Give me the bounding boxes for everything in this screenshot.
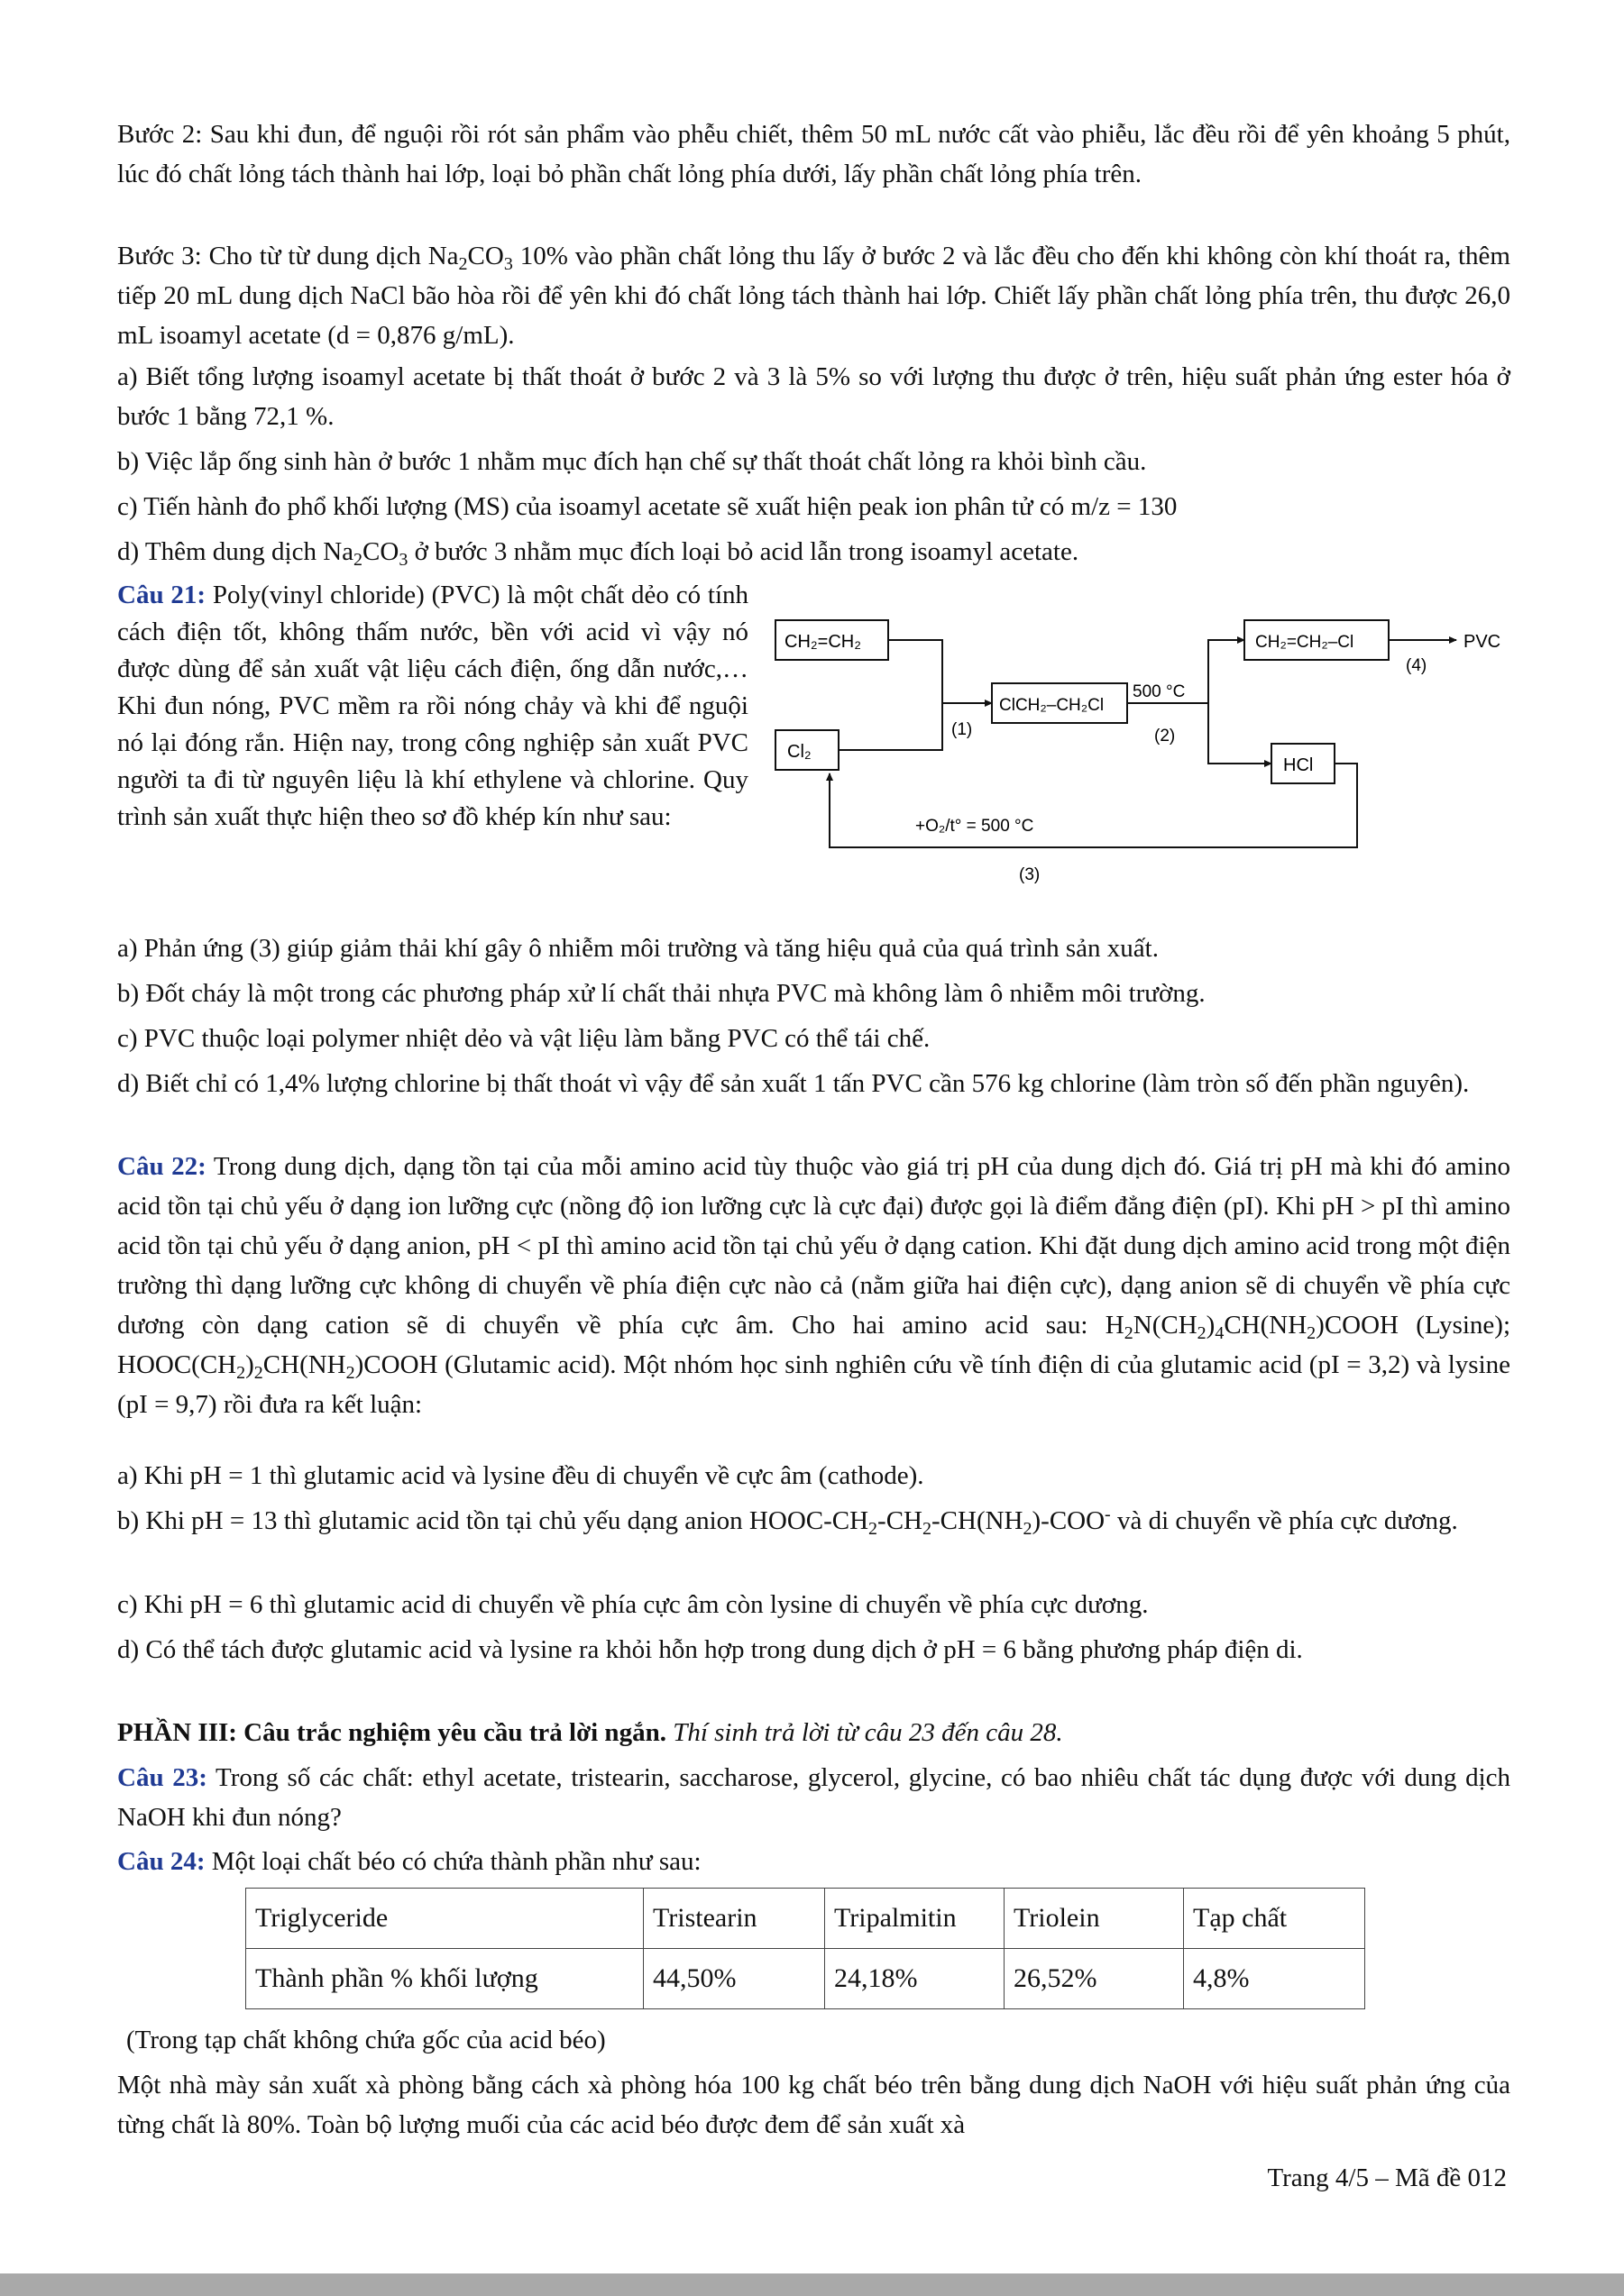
table-cell: Tripalmitin <box>825 1889 1005 1949</box>
q21-option-d: d) Biết chỉ có 1,4% lượng chlorine bị thất thoát vì vậy để sản xuất 1 tấn PVC cần 576 kg chlorine (làm tròn số đến phần nguyên). <box>117 1069 1470 1098</box>
q22-option-b: b) Khi pH = 13 thì glutamic acid tồn tại chủ yếu dạng anion HOOC-$CH_2-CH_2-CH(NH_2)-COO^-$ và di chuyển về phía cực dương. <box>117 1505 1458 1539</box>
chlorine-join-line <box>839 703 942 750</box>
fat-composition-table <box>245 1888 1365 2009</box>
table-cell: Tristearin <box>644 1889 825 1949</box>
chlorine-label: Cl₂ <box>787 742 812 762</box>
step3-paragraph: Bước 3: Cho từ từ dung dịch $Na_2CO_3$ 10% vào phần chất lỏng thu lấy ở bước 2 và lắc đều cho đến khi không còn khí thoát ra, thêm tiếp 20 mL dung dịch NaCl bão hòa rồi để yên khi đó chất lỏng tách thành hai lớp. Chiết lấy phần chất lỏng phía trên, thu được 26,0 mL isoamyl acetate (d = 0,876 g/mL). <box>117 242 1510 350</box>
step3-condition: +O₂/t° = 500 °C <box>915 817 1034 836</box>
recycle-arrow <box>830 764 1357 847</box>
q22-option-d: d) Có thể tách được glutamic acid và lysine ra khỏi hỗn hợp trong dung dịch ở pH = 6 bằng phương pháp điện di. <box>117 1635 1303 1664</box>
q22-option-c: c) Khi pH = 6 thì glutamic acid di chuyển về phía cực âm còn lysine di chuyển về phía cực dương. <box>117 1590 1149 1619</box>
q20-option-d: d) Thêm dung dịch $Na_2CO_3$ ở bước 3 nhằm mục đích loại bỏ acid lẫn trong isoamyl acetate. <box>117 537 1079 570</box>
table-row <box>246 1949 1365 2009</box>
q21-option-c: c) PVC thuộc loại polymer nhiệt dẻo và vật liệu làm bằng PVC có thể tái chế. <box>117 1024 931 1053</box>
q22-intro: Câu 22: Trong dung dịch, dạng tồn tại của mỗi amino acid tùy thuộc vào giá trị pH của dung dịch đó. Giá trị pH mà khi đó amino acid tồn tại chủ yếu ở dạng ion lưỡng cực (nồng độ ion lưỡng cực là cực đại) được gọi là điểm đẳng điện (pI). Khi pH > pI thì amino acid tồn tại chủ yếu ở dạng anion, pH < pI thì amino acid tồn tại chủ yếu ở dạng cation. Khi đặt dung dịch amino acid trong một điện trường thì dạng lưỡng cực không di chuyển về phía điện cực nào cả (nằm giữa hai điện cực), dạng anion sẽ di chuyển về phía cực dương còn dạng cation sẽ di chuyển về phía cực âm. Cho hai amino acid sau: $H_2N(CH_2)_4CH(NH_2)COOH$ (Lysine); $HOOC(CH_2)_2CH(NH_2)COOH$ (Glutamic acid). Một nhóm học sinh nghiên cứu về tính điện di của glutamic acid (pI = 3,2) và lysine (pI = 9,7) rồi đưa ra kết luận: <box>117 1152 1510 1419</box>
table-cell: Triglyceride <box>246 1889 644 1949</box>
temp-500-label: 500 °C <box>1133 682 1186 701</box>
q21-option-a: a) Phản ứng (3) giúp giảm thải khí gây ô nhiễm môi trường và tăng hiệu quả của quá trình sản xuất. <box>117 934 1159 963</box>
table-cell: Tạp chất <box>1184 1889 1365 1949</box>
part3-heading: PHẦN III: Câu trắc nghiệm yêu cầu trả lời ngắn. Thí sinh trả lời từ câu 23 đến câu 28. <box>117 1718 1063 1747</box>
q21-label: Câu 21: <box>117 581 206 609</box>
q21-intro: Câu 21: Poly(vinyl chloride) (PVC) là một chất dẻo có tính cách điện tốt, không thấm nước, bền với acid vì vậy nó được dùng để sản xuất vật liệu cách điện, ống dẫn nước,…Khi đun nóng, PVC mềm ra rồi nóng chảy và khi để nguội nó lại đóng rắn. Hiện nay, trong công nghiệp sản xuất PVC người ta đi từ nguyên liệu là khí ethylene và chlorine. Quy trình sản xuất thực hiện theo sơ đồ khép kín như sau: <box>117 581 749 831</box>
q24-paragraph: Một nhà mày sản xuất xà phòng bằng cách xà phòng hóa 100 kg chất béo trên bằng dung dịch NaOH với hiệu suất phản ứng của từng chất là 80%. Toàn bộ lượng muối của các acid béo được đem để sản xuất xà <box>117 2071 1510 2139</box>
table-header-row <box>246 1889 1365 1949</box>
table-cell: 26,52% <box>1005 1949 1184 2009</box>
table-cell: 44,50% <box>644 1949 825 2009</box>
page-footer: Trang 4/5 – Mã đề 012 <box>1267 2163 1507 2192</box>
step2-label: (2) <box>1154 727 1176 746</box>
q20-option-b: b) Việc lắp ống sinh hàn ở bước 1 nhằm mục đích hạn chế sự thất thoát chất lỏng ra khỏi bình cầu. <box>117 447 1147 476</box>
step1-label: (1) <box>951 720 973 739</box>
q24-intro: Câu 24: Một loại chất béo có chứa thành phần như sau: <box>117 1847 702 1876</box>
q22-label: Câu 22: <box>117 1152 206 1181</box>
q22-option-a: a) Khi pH = 1 thì glutamic acid và lysine đều di chuyển về cực âm (cathode). <box>117 1461 924 1490</box>
pvc-process-diagram <box>771 595 1510 892</box>
table-cell: Thành phần % khối lượng <box>246 1949 644 2009</box>
table-cell: 4,8% <box>1184 1949 1365 2009</box>
q21-option-b: b) Đốt cháy là một trong các phương pháp xử lí chất thải nhựa PVC mà không làm ô nhiễm môi trường. <box>117 979 1206 1008</box>
table-cell: 24,18% <box>825 1949 1005 2009</box>
vinyl-chloride-label: CH₂=CH₂–Cl <box>1255 633 1354 652</box>
step4-label: (4) <box>1406 656 1427 675</box>
bottom-divider-bar <box>0 2273 1624 2296</box>
q24-label: Câu 24: <box>117 1847 206 1876</box>
pvc-label: PVC <box>1463 632 1501 652</box>
ethylene-label: CH₂=CH₂ <box>784 632 861 652</box>
table-cell: Triolein <box>1005 1889 1184 1949</box>
q20-option-c: c) Tiến hành đo phổ khối lượng (MS) của isoamyl acetate sẽ xuất hiện peak ion phân tử có m/z = 130 <box>117 492 1178 521</box>
step3-label: (3) <box>1019 865 1041 884</box>
q24-note: (Trong tạp chất không chứa gốc của acid béo) <box>126 2026 606 2054</box>
hcl-arrow <box>1208 703 1271 764</box>
hcl-label: HCl <box>1283 755 1314 775</box>
step2-paragraph: Bước 2: Sau khi đun, để nguội rồi rót sản phẩm vào phễu chiết, thêm 50 mL nước cất vào phiễu, lắc đều rồi để yên khoảng 5 phút, lúc đó chất lỏng tách thành hai lớp, loại bỏ phần chất lỏng phía dưới, lấy phần chất lỏng phía trên. <box>117 120 1510 188</box>
q23-paragraph: Câu 23: Trong số các chất: ethyl acetate, tristearin, saccharose, glycerol, glycine, có bao nhiêu chất tác dụng được với dung dịch NaOH khi đun nóng? <box>117 1763 1511 1832</box>
q23-label: Câu 23: <box>117 1763 207 1792</box>
dichloroethane-label: ClCH₂–CH₂Cl <box>999 696 1105 715</box>
q20-option-a: a) Biết tổng lượng isoamyl acetate bị thất thoát ở bước 2 và 3 là 5% so với lượng thu được ở trên, hiệu suất phản ứng ester hóa ở bước 1 bằng 72,1 %. <box>117 362 1510 431</box>
ethylene-arrow <box>888 640 992 703</box>
